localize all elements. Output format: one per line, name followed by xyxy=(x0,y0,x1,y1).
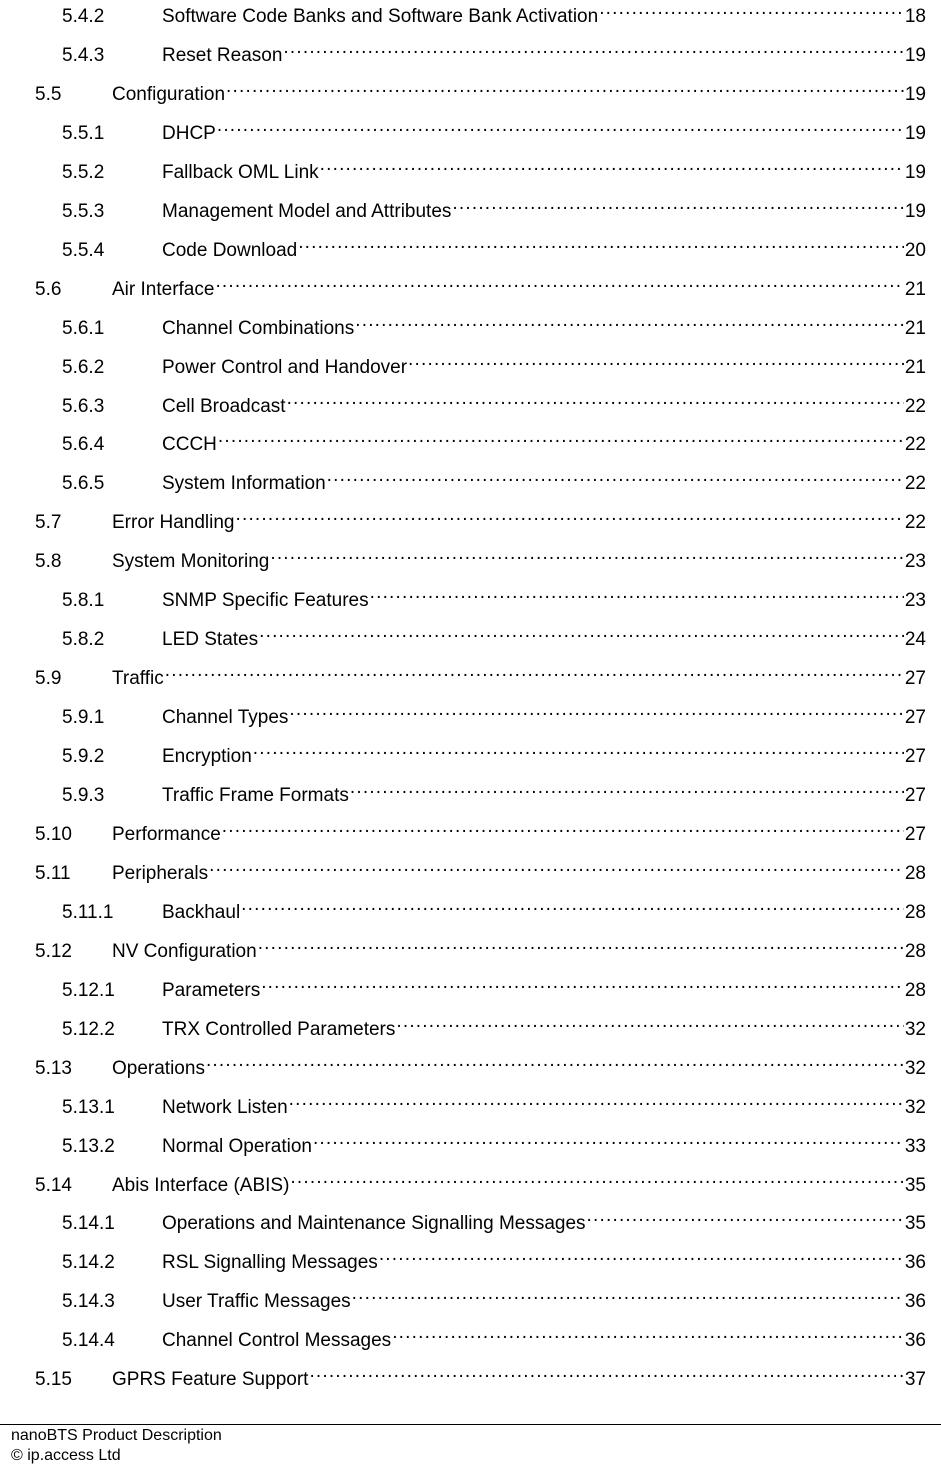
toc-entry[interactable] xyxy=(35,502,926,534)
toc-entry[interactable] xyxy=(62,463,926,495)
toc-entry-number: 5.12 xyxy=(35,940,72,962)
toc-entry-number: 5.13.2 xyxy=(62,1135,115,1157)
toc-entry-title: Normal Operation xyxy=(162,1135,312,1157)
toc-entry[interactable] xyxy=(62,347,926,378)
toc-dot-leader xyxy=(261,970,904,996)
toc-entry-title: Management Model and Attributes xyxy=(162,200,452,222)
toc-entry-page: 36 xyxy=(904,1291,926,1313)
toc-dot-leader xyxy=(215,269,903,295)
toc-entry-title: NV Configuration xyxy=(112,940,257,962)
toc-entry[interactable] xyxy=(62,697,926,729)
toc-entry-title: GPRS Feature Support xyxy=(112,1369,309,1391)
toc-entry-page: 21 xyxy=(904,278,926,300)
toc-entry-page: 35 xyxy=(904,1213,926,1235)
toc-entry-number: 5.4.2 xyxy=(62,6,105,27)
toc-dot-leader xyxy=(355,308,904,334)
toc-entry-page: 22 xyxy=(904,512,926,534)
toc-entry-number: 5.8 xyxy=(35,551,62,573)
toc-entry[interactable] xyxy=(35,853,926,884)
toc-dot-leader xyxy=(396,1009,903,1035)
toc-dot-leader xyxy=(587,1203,904,1229)
toc-dot-leader xyxy=(408,347,904,373)
toc-dot-leader xyxy=(599,0,904,22)
toc-dot-leader xyxy=(258,931,904,957)
toc-entry-page: 23 xyxy=(904,551,926,573)
toc-entry-number: 5.12.2 xyxy=(62,1018,115,1040)
toc-dot-leader xyxy=(283,35,903,61)
toc-entry-title: System Monitoring xyxy=(112,551,270,573)
toc-entry-title: Operations xyxy=(112,1057,205,1079)
toc-dot-leader xyxy=(165,658,904,684)
toc-entry-page: 24 xyxy=(904,629,926,651)
toc-dot-leader xyxy=(270,541,904,567)
toc-dot-leader xyxy=(289,1087,904,1113)
toc-entry-number: 5.5.1 xyxy=(62,122,105,144)
toc-dot-leader xyxy=(241,892,904,918)
toc-entry-page: 36 xyxy=(904,1252,926,1274)
toc-dot-leader xyxy=(253,736,904,762)
toc-entry-page: 28 xyxy=(904,901,926,923)
toc-entry-page: 27 xyxy=(904,746,926,768)
toc-entry-page: 28 xyxy=(904,862,926,884)
toc-entry-title: User Traffic Messages xyxy=(162,1291,351,1313)
toc-entry-number: 5.12.1 xyxy=(62,979,115,1001)
toc-entry-title: Peripherals xyxy=(112,862,209,884)
toc-entry-page: 27 xyxy=(904,785,926,806)
toc-entry-number: 5.6.1 xyxy=(62,317,105,339)
toc-entry-number: 5.15 xyxy=(35,1369,72,1391)
toc-entry-title: Air Interface xyxy=(112,278,215,300)
toc-entry-page: 21 xyxy=(904,356,926,378)
toc-entry-page: 22 xyxy=(904,395,926,417)
toc-dot-leader xyxy=(370,580,904,606)
toc-entry-page: 27 xyxy=(904,707,926,729)
toc-entry[interactable] xyxy=(62,580,926,612)
toc-entry-title: Network Listen xyxy=(162,1096,288,1118)
toc-entry[interactable] xyxy=(62,1009,926,1040)
toc-entry-page: 36 xyxy=(904,1330,926,1352)
toc-dot-leader xyxy=(392,1320,904,1346)
toc-entry[interactable] xyxy=(62,308,926,339)
toc-dot-leader xyxy=(313,1126,904,1152)
toc-entry[interactable] xyxy=(35,1048,926,1079)
toc-entry-title: Channel Control Messages xyxy=(162,1330,392,1352)
toc-entry-title: Traffic Frame Formats xyxy=(162,785,349,806)
toc-entry-title: Traffic xyxy=(112,668,164,690)
toc-dot-leader xyxy=(452,191,903,217)
toc-entry-title: SNMP Specific Features xyxy=(162,590,369,612)
toc-entry-number: 5.13 xyxy=(35,1057,72,1079)
toc-entry[interactable] xyxy=(62,1242,926,1274)
toc-entry-number: 5.9.2 xyxy=(62,746,105,768)
toc-dot-leader xyxy=(379,1242,904,1268)
toc-entry-title: Operations and Maintenance Signalling Messages xyxy=(162,1213,586,1235)
toc-entry-title: Fallback OML Link xyxy=(162,161,319,183)
toc-entry-title: Encryption xyxy=(162,746,252,768)
toc-entry-page: 21 xyxy=(904,317,926,339)
toc-dot-leader xyxy=(290,1165,903,1191)
toc-entry[interactable] xyxy=(62,230,926,261)
toc-entry-page: 33 xyxy=(904,1135,926,1157)
toc-entry-number: 5.14.3 xyxy=(62,1291,115,1313)
toc-entry-number: 5.9.3 xyxy=(62,785,105,806)
toc-entry-title: Parameters xyxy=(162,979,261,1001)
toc-entry-title: Cell Broadcast xyxy=(162,395,286,417)
toc-entry-title: Code Download xyxy=(162,239,298,261)
toc-entry-page: 20 xyxy=(904,239,926,261)
toc-entry-number: 5.6.3 xyxy=(62,395,105,417)
footer-copyright: © ip.access Ltd xyxy=(11,1447,121,1464)
toc-entry[interactable] xyxy=(35,658,926,690)
toc-entry-title: Backhaul xyxy=(162,901,241,923)
toc-entry-title: Error Handling xyxy=(112,512,235,534)
toc-entry-page: 27 xyxy=(904,823,926,845)
toc-entry-page: 35 xyxy=(904,1174,926,1196)
toc-dot-leader xyxy=(327,463,904,489)
toc-entry[interactable] xyxy=(62,0,926,27)
toc-dot-leader xyxy=(259,619,904,645)
toc-entry[interactable] xyxy=(62,775,926,806)
toc-entry-number: 5.13.1 xyxy=(62,1096,115,1118)
toc-entry[interactable] xyxy=(62,1320,926,1352)
toc-entry-number: 5.7 xyxy=(35,512,62,534)
toc-dot-leader xyxy=(350,775,904,801)
toc-dot-leader xyxy=(352,1281,904,1307)
toc-entry[interactable] xyxy=(62,424,926,456)
toc-dot-leader xyxy=(206,1048,904,1074)
toc-entry-page: 27 xyxy=(904,668,926,690)
footer-doc-title: nanoBTS Product Description xyxy=(11,1427,222,1444)
toc-entry-title: RSL Signalling Messages xyxy=(162,1252,378,1274)
toc-entry-title: Configuration xyxy=(112,83,226,105)
toc-entry-number: 5.10 xyxy=(35,823,72,845)
toc-entry-number: 5.6.4 xyxy=(62,434,105,456)
page-footer xyxy=(11,1426,222,1466)
toc-entry-number: 5.6.2 xyxy=(62,356,105,378)
toc-entry-title: TRX Controlled Parameters xyxy=(162,1018,396,1040)
toc-entry[interactable] xyxy=(62,1281,926,1313)
toc-entry[interactable] xyxy=(62,736,926,768)
toc-entry-title: Software Code Banks and Software Bank Activation xyxy=(162,6,599,27)
toc-entry-number: 5.6.5 xyxy=(62,473,105,495)
toc-dot-leader xyxy=(309,1359,903,1385)
toc-entry-number: 5.5.3 xyxy=(62,200,105,222)
toc-dot-leader xyxy=(226,74,904,100)
toc-entry[interactable] xyxy=(35,814,926,845)
toc-entry-page: 22 xyxy=(904,473,926,495)
toc-entry-page: 28 xyxy=(904,979,926,1001)
toc-entry-number: 5.8.2 xyxy=(62,629,105,651)
toc-entry-number: 5.8.1 xyxy=(62,590,105,612)
toc-entry-number: 5.5.2 xyxy=(62,161,105,183)
toc-entry[interactable] xyxy=(62,1087,926,1118)
toc-dot-leader xyxy=(217,113,904,139)
toc-entry[interactable] xyxy=(62,191,926,222)
toc-entry-number: 5.6 xyxy=(35,278,62,300)
toc-entry-title: Channel Types xyxy=(162,707,289,729)
toc-entry-page: 32 xyxy=(904,1096,926,1118)
toc-entry-page: 28 xyxy=(904,940,926,962)
toc-entry[interactable] xyxy=(62,892,926,923)
toc-entry[interactable] xyxy=(35,931,926,962)
toc-entry-page: 19 xyxy=(904,161,926,183)
toc-entry[interactable] xyxy=(35,269,926,300)
toc-dot-leader xyxy=(218,424,904,450)
toc-entry-number: 5.11.1 xyxy=(62,901,114,923)
toc-entry-number: 5.14.1 xyxy=(62,1213,115,1235)
toc-entry-title: Reset Reason xyxy=(162,44,283,66)
toc-entry-page: 19 xyxy=(904,44,926,66)
toc-entry[interactable] xyxy=(62,35,926,66)
footer-divider xyxy=(0,1424,941,1425)
toc-entry-page: 19 xyxy=(904,200,926,222)
toc-entry-page: 23 xyxy=(904,590,926,612)
toc-entry-title: Abis Interface (ABIS) xyxy=(112,1174,290,1196)
toc-entry-number: 5.9 xyxy=(35,668,62,690)
toc-entry-number: 5.5.4 xyxy=(62,239,105,261)
toc-entry[interactable] xyxy=(62,152,926,183)
toc-dot-leader xyxy=(222,814,904,840)
toc-entry-number: 5.14.2 xyxy=(62,1252,115,1274)
toc-dot-leader xyxy=(320,152,904,178)
toc-entry[interactable] xyxy=(35,1359,926,1391)
toc-entry-title: Performance xyxy=(112,823,221,845)
toc-entry-number: 5.4.3 xyxy=(62,44,105,66)
toc-entry-page: 19 xyxy=(904,83,926,105)
toc-entry-page: 32 xyxy=(904,1018,926,1040)
toc-entry-page: 22 xyxy=(904,434,926,456)
toc-entry-title: DHCP xyxy=(162,122,216,144)
toc-entry-number: 5.9.1 xyxy=(62,707,105,729)
toc-dot-leader xyxy=(236,502,904,528)
toc-entry-page: 19 xyxy=(904,122,926,144)
toc-entry-title: Power Control and Handover xyxy=(162,356,408,378)
toc-entry-number: 5.14.4 xyxy=(62,1330,115,1352)
toc-entry-number: 5.11 xyxy=(35,862,71,884)
toc-entry-number: 5.5 xyxy=(35,83,62,105)
toc-entry[interactable] xyxy=(35,1165,926,1196)
toc-entry[interactable] xyxy=(35,74,926,105)
toc-entry[interactable] xyxy=(62,113,926,144)
toc-entry[interactable] xyxy=(62,970,926,1001)
toc-entry-page: 18 xyxy=(904,6,926,27)
toc-entry-page: 32 xyxy=(904,1057,926,1079)
toc-entry[interactable] xyxy=(35,541,926,573)
toc-entry-title: Channel Combinations xyxy=(162,317,355,339)
toc-entry-title: System Information xyxy=(162,473,326,495)
toc-dot-leader xyxy=(298,230,904,256)
toc-dot-leader xyxy=(287,386,904,412)
toc-entry[interactable] xyxy=(62,1126,926,1157)
toc-dot-leader xyxy=(289,697,903,723)
toc-entry-number: 5.14 xyxy=(35,1174,72,1196)
toc-entry-page: 37 xyxy=(904,1369,926,1391)
toc-entry[interactable] xyxy=(62,619,926,651)
toc-entry[interactable] xyxy=(62,386,926,417)
toc-entry-title: CCCH xyxy=(162,434,217,456)
toc-dot-leader xyxy=(209,853,904,879)
toc-entry[interactable] xyxy=(62,1203,926,1235)
toc-entry-title: LED States xyxy=(162,629,259,651)
